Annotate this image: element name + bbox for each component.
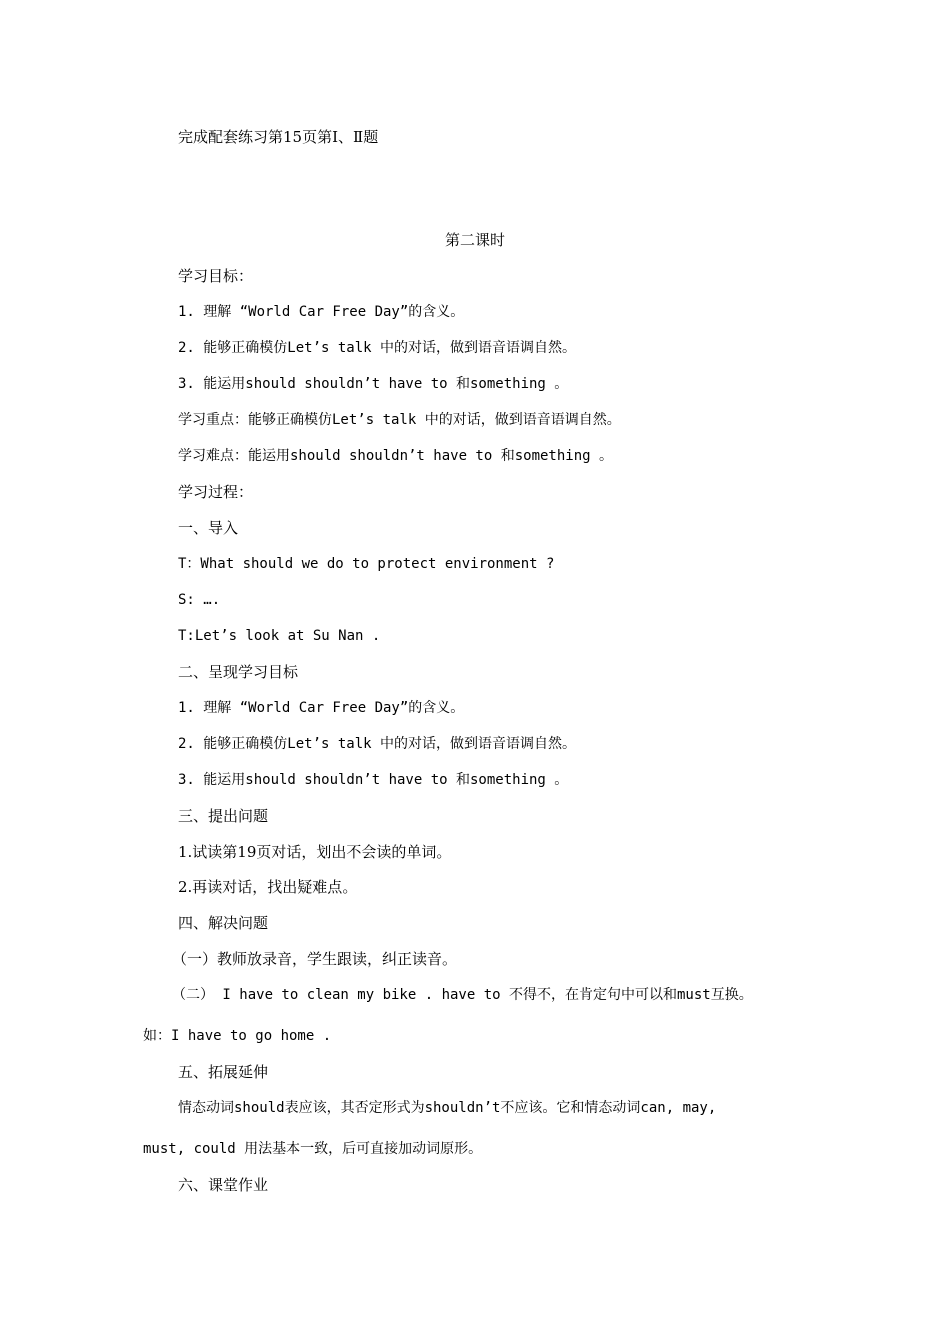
solution-step: （一）教师放录音，学生跟读，纠正读音。 [172,950,458,968]
objective-item: 2. 能够正确模仿Let’s talk 中的对话，做到语音语调自然。 [178,340,577,356]
key-point: 学习重点：能够正确模仿Let’s talk 中的对话，做到语音语调自然。 [178,412,621,428]
objectives-label: 学习目标： [178,267,254,285]
dialogue-line: S: …. [178,592,221,608]
paragraph-line: 情态动词should表应该，其否定形式为shouldn’t不应该。它和情态动词can, may, [178,1100,717,1116]
question-item: 2.再读对话，找出疑难点。 [178,878,358,896]
objective-item: 1. 理解 “World Car Free Day”的含义。 [178,304,465,320]
section-title: 三、提出问题 [178,807,269,825]
objective-item: 3. 能运用should shouldn’t have to 和something 。 [178,772,569,788]
objective-item: 3. 能运用should shouldn’t have to 和something 。 [178,376,569,392]
difficulty: 学习难点：能运用should shouldn’t have to 和something 。 [178,448,614,464]
solution-step: （二） I have to clean my bike . have to 不得不，在肯定句中可以和must互换。 [172,987,753,1003]
dialogue-line: T:Let’s look at Su Nan . [178,628,381,644]
lesson-heading: 第二课时 [444,231,505,249]
objective-item: 1. 理解 “World Car Free Day”的含义。 [178,700,465,716]
section-title: 四、解决问题 [178,914,269,932]
paragraph-line: must, could 用法基本一致，后可直接加动词原形。 [143,1141,483,1157]
section-title: 五、拓展延伸 [178,1063,269,1081]
top-note: 完成配套练习第15页第Ⅰ、Ⅱ题 [178,128,379,146]
example-sentence: 如：I have to go home . [143,1028,332,1044]
dialogue-line: T：What should we do to protect environment ? [178,556,555,572]
process-label: 学习过程： [178,483,254,501]
section-title: 六、课堂作业 [178,1176,269,1194]
section-title: 一、导入 [178,519,239,537]
question-item: 1.试读第19页对话，划出不会读的单词。 [178,843,452,861]
objective-item: 2. 能够正确模仿Let’s talk 中的对话，做到语音语调自然。 [178,736,577,752]
section-title: 二、呈现学习目标 [178,663,299,681]
